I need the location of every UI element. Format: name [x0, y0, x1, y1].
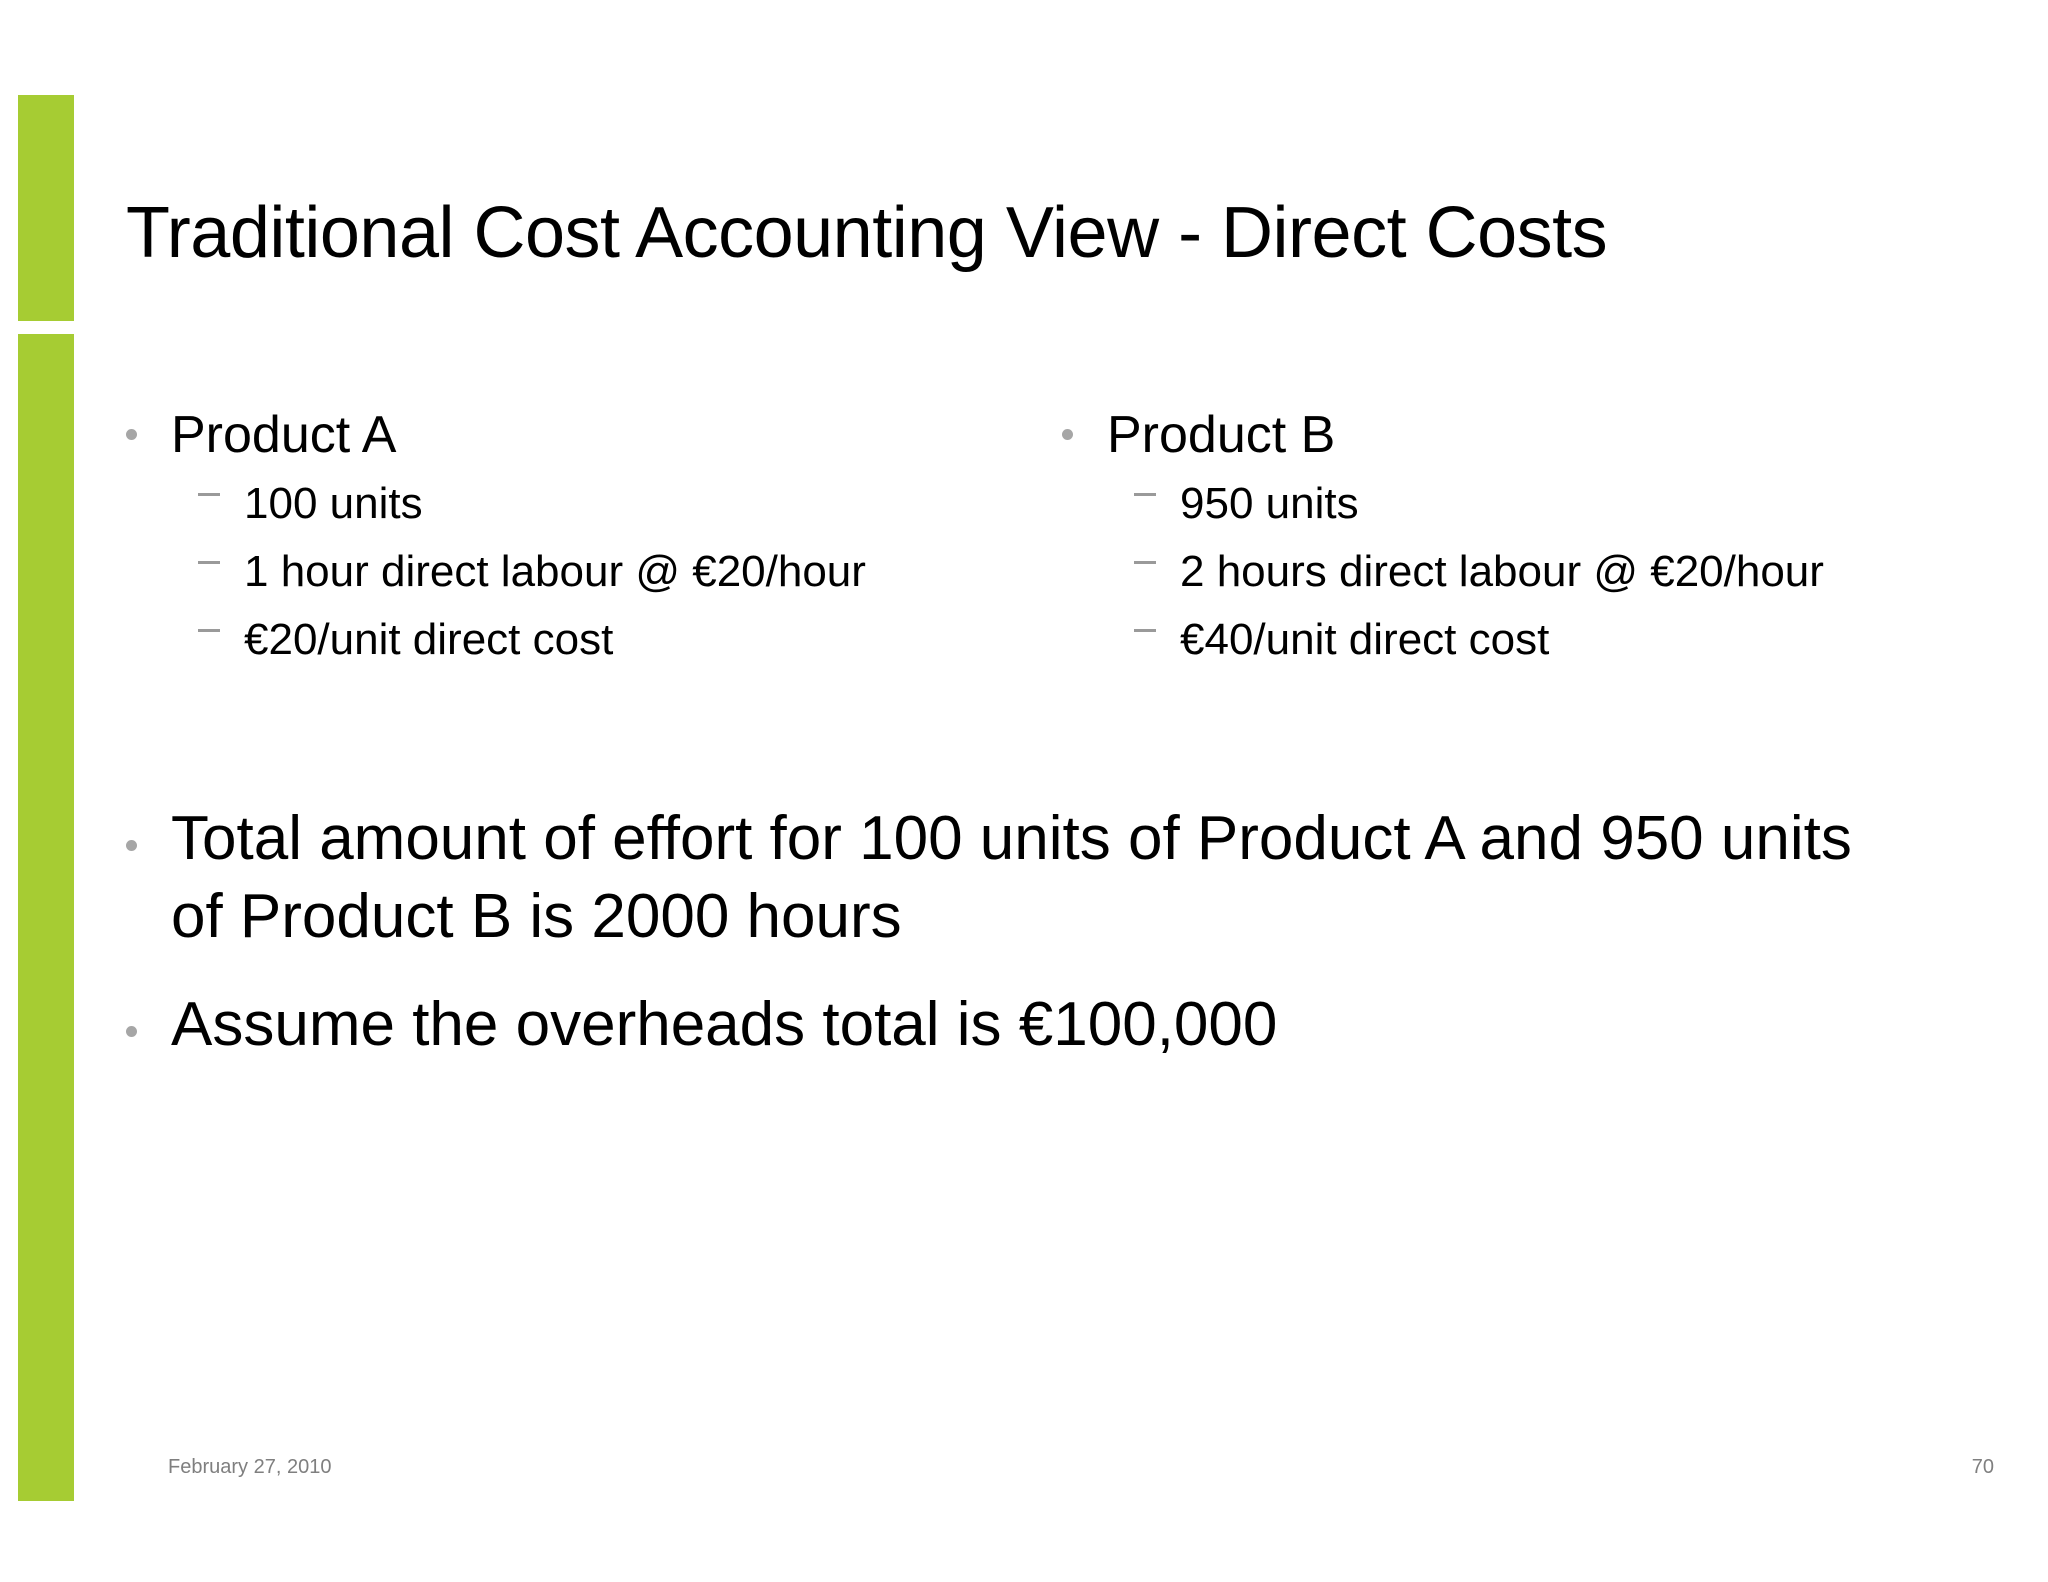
product-b-column — [1062, 400, 1824, 674]
product-a-bullet — [126, 400, 866, 470]
list-item — [198, 606, 866, 674]
list-item — [126, 800, 1906, 956]
list-item — [198, 470, 866, 538]
list-item — [1134, 538, 1824, 606]
summary-bullets — [126, 800, 1906, 1094]
dash-icon — [1134, 629, 1156, 632]
page-number: 70 — [1971, 1456, 1994, 1478]
bullet-dot-icon — [126, 429, 137, 440]
dash-icon — [198, 629, 220, 632]
dash-icon — [198, 561, 220, 564]
product-b-direct-cost: €40/unit direct cost — [1180, 615, 1550, 664]
dash-icon — [198, 493, 220, 496]
list-item — [1134, 470, 1824, 538]
product-a-labour: 1 hour direct labour @ €20/hour — [244, 547, 866, 596]
bullet-dot-icon — [1062, 429, 1073, 440]
dash-icon — [1134, 493, 1156, 496]
product-a-direct-cost: €20/unit direct cost — [244, 615, 614, 664]
product-b-details — [1062, 470, 1824, 674]
overheads-text: Assume the overheads total is €100,000 — [171, 990, 1278, 1059]
product-a-details — [126, 470, 866, 674]
slide-title: Traditional Cost Accounting View - Direct Costs — [126, 193, 1608, 273]
total-effort-text: Total amount of effort for 100 units of Product A and 950 units of Product B is 2000 hours — [171, 804, 1852, 951]
footer-date: February 27, 2010 — [168, 1456, 332, 1478]
product-a-label: Product A — [171, 406, 397, 464]
list-item — [1134, 606, 1824, 674]
accent-bar-top — [18, 95, 74, 321]
product-a-column — [126, 400, 866, 674]
product-a-units: 100 units — [244, 479, 423, 528]
product-b-label: Product B — [1107, 406, 1336, 464]
product-b-labour: 2 hours direct labour @ €20/hour — [1180, 547, 1824, 596]
list-item — [198, 538, 866, 606]
bullet-dot-icon — [126, 1026, 137, 1037]
bullet-dot-icon — [126, 840, 137, 851]
list-item — [126, 986, 1906, 1064]
dash-icon — [1134, 561, 1156, 564]
product-b-bullet — [1062, 400, 1824, 470]
accent-bar-bottom — [18, 334, 74, 1501]
product-b-units: 950 units — [1180, 479, 1359, 528]
